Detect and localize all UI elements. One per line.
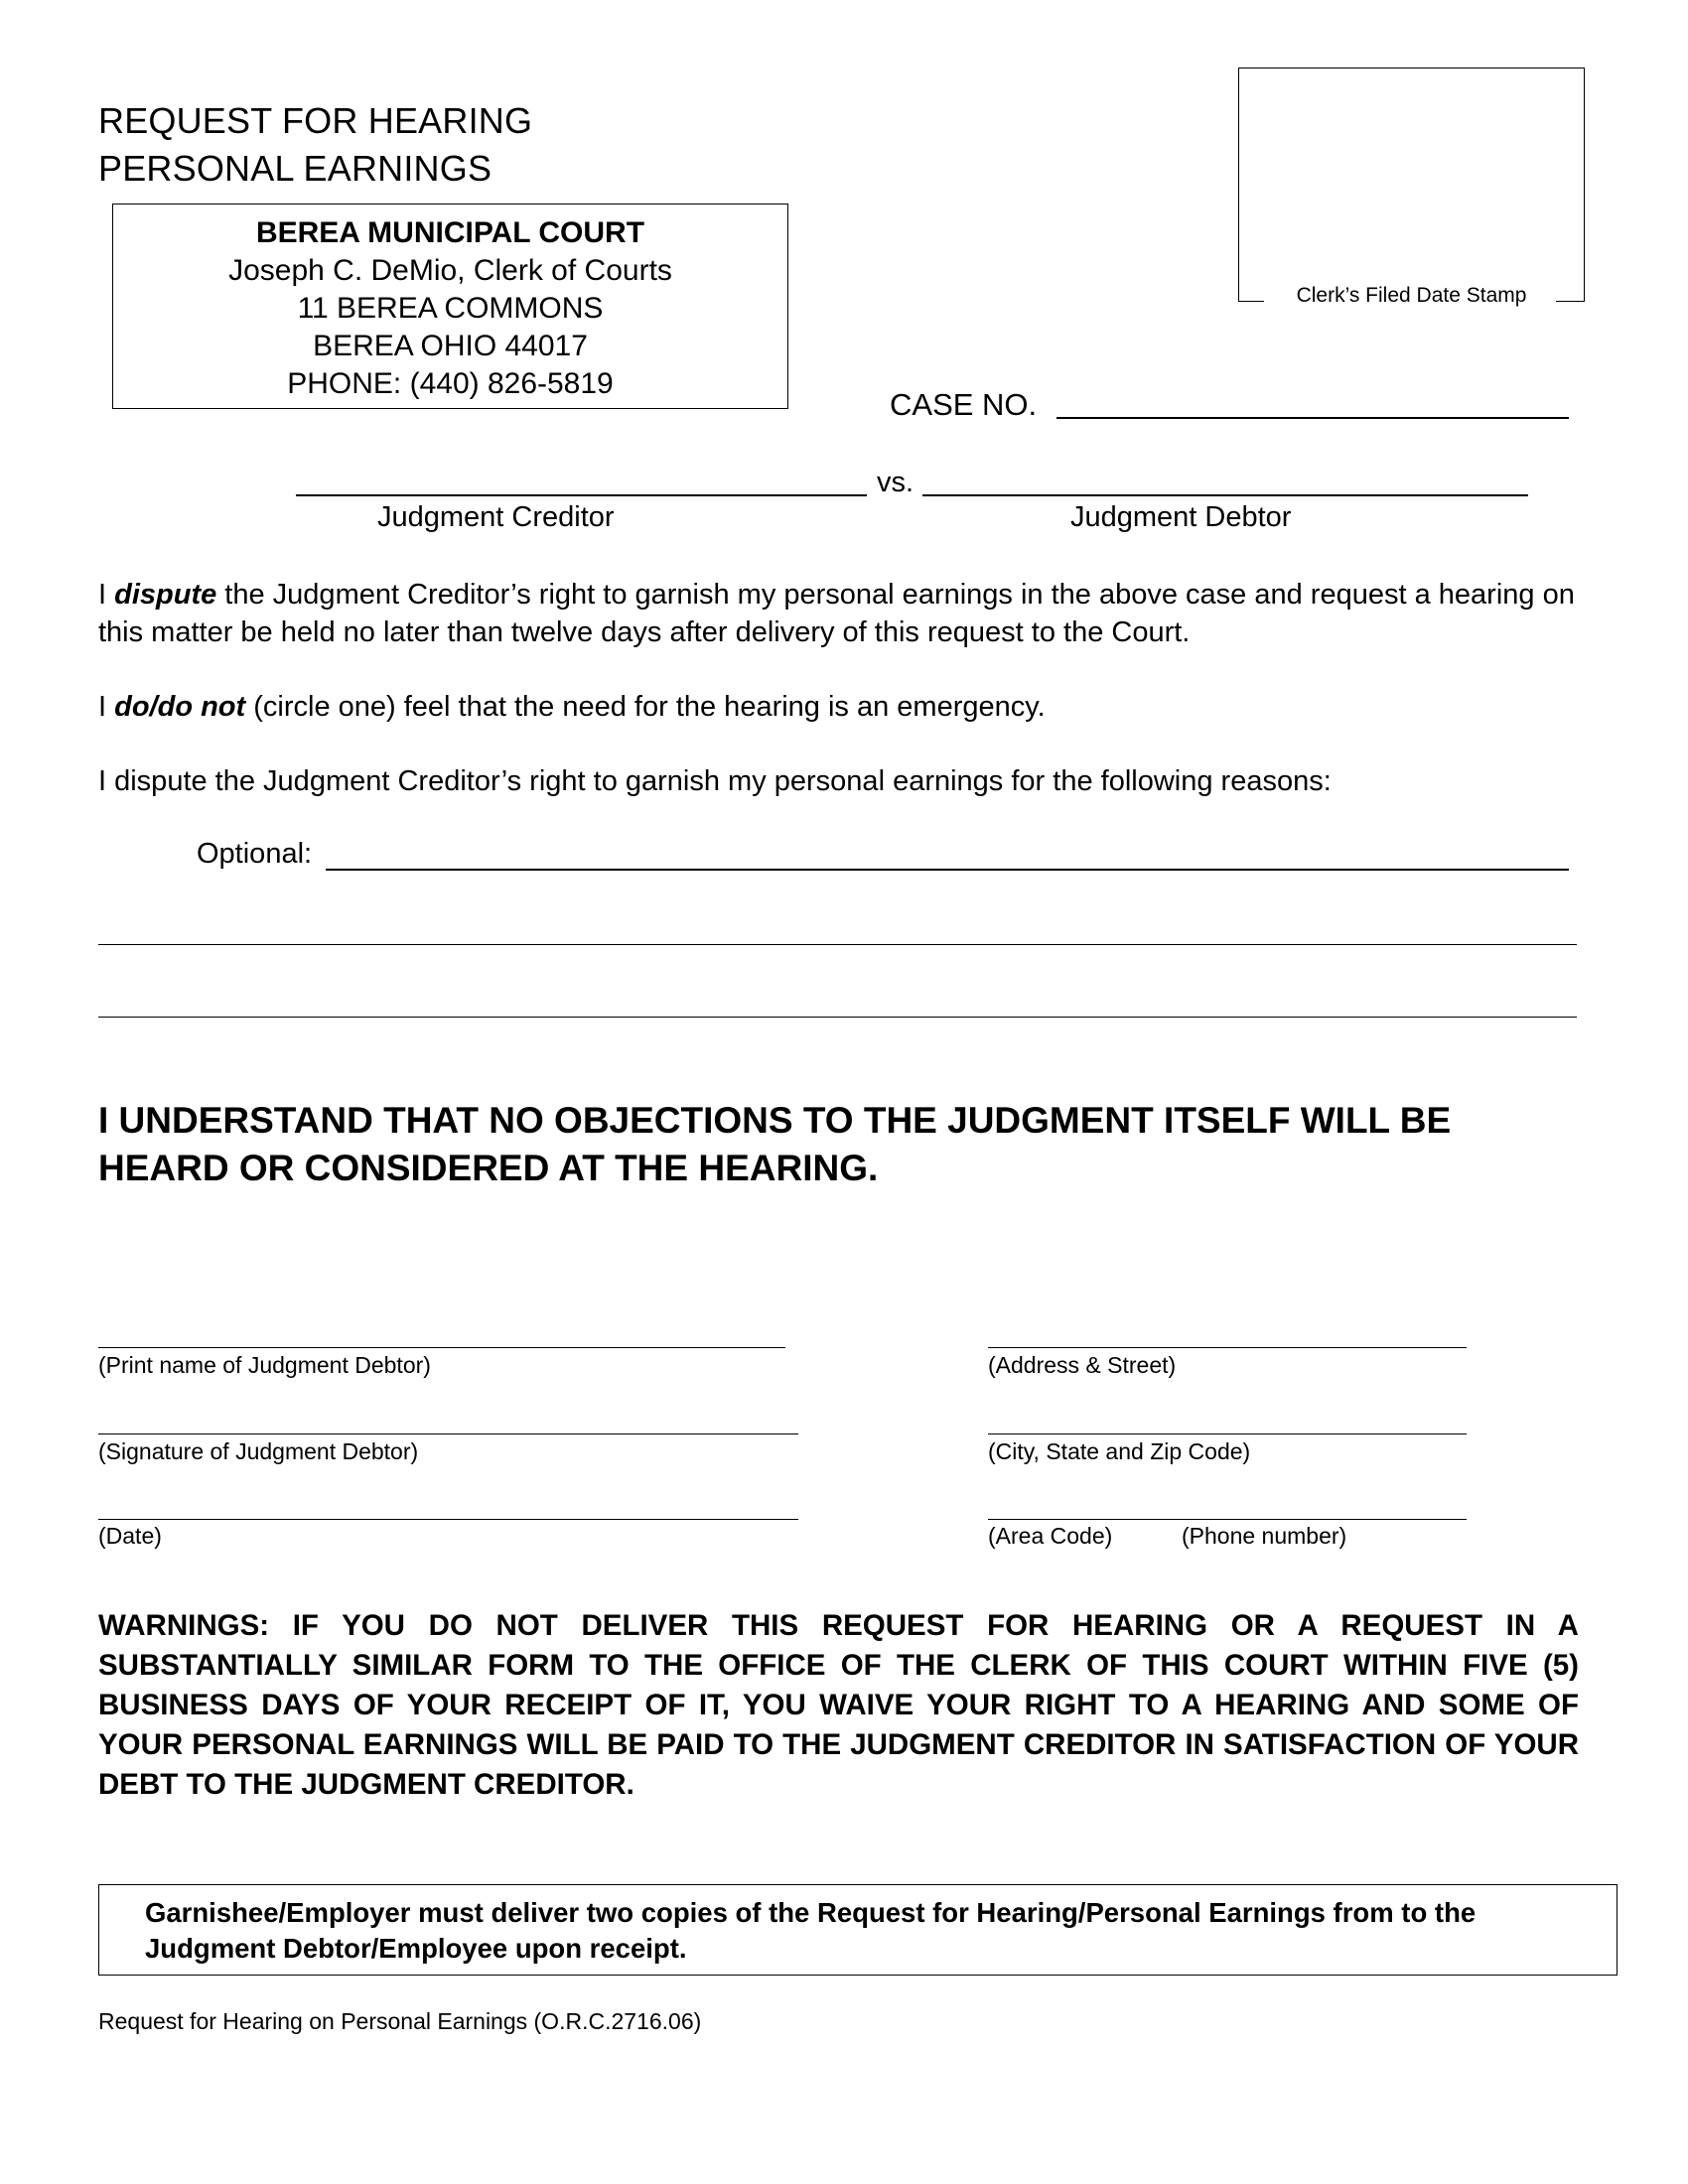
emergency-paragraph-rest: (circle one) feel that the need for the hearing is an emergency. (245, 691, 1046, 723)
emergency-paragraph (98, 688, 1588, 726)
title-line-1: REQUEST FOR HEARING (98, 100, 533, 141)
signature-field[interactable] (98, 1433, 798, 1434)
court-address-line-1: 11 BEREA COMMONS (297, 292, 604, 325)
do-do-not-choice[interactable]: do/do not (114, 691, 246, 723)
dispute-paragraph (98, 576, 1588, 651)
reason-line-2[interactable] (98, 944, 1577, 945)
clerk-stamp-label: Clerk’s Filed Date Stamp (1296, 284, 1527, 307)
optional-label: Optional: (197, 838, 313, 870)
city-state-zip-label: (City, State and Zip Code) (988, 1438, 1251, 1464)
case-number-label: CASE NO. (890, 387, 1038, 422)
optional-reason-field[interactable] (326, 869, 1569, 871)
garnishee-notice-box: Garnishee/Employer must deliver two copies of the Request for Hearing/Personal Earnings from to the Judgment Debtor/Employee upon receipt. (98, 1884, 1618, 1976)
print-name-label: (Print name of Judgment Debtor) (98, 1352, 431, 1378)
signature-label: (Signature of Judgment Debtor) (98, 1438, 419, 1464)
emergency-paragraph-start: I (98, 691, 115, 723)
area-code-label: (Area Code) (988, 1523, 1113, 1549)
understand-statement: I UNDERSTAND THAT NO OBJECTIONS TO THE JUDGMENT ITSELF WILL BE HEARD OR CONSIDERED AT THE HEARING. (98, 1100, 1452, 1188)
reasons-paragraph: I dispute the Judgment Creditor’s right to garnish my personal earnings for the following reasons: (98, 765, 1332, 797)
warnings-paragraph: WARNINGS: IF YOU DO NOT DELIVER THIS REQUEST FOR HEARING OR A REQUEST IN A SUBSTANTIALLY SIMILAR FORM TO THE OFFICE OF THE CLERK OF THIS COURT WITHIN FIVE (5) BUSINESS DAYS OF YOUR RECEIPT OF IT, YOU WAIVE YOUR RIGHT TO A HEARING AND SOME OF YOUR PERSONAL EARNINGS WILL BE PAID TO THE JUDGMENT CREDITOR IN SATISFACTION OF YOUR DEBT TO THE JUDGMENT CREDITOR. (98, 1609, 1579, 1801)
judgment-debtor-label: Judgment Debtor (1070, 501, 1292, 533)
phone-field[interactable] (988, 1519, 1467, 1520)
judgment-creditor-label: Judgment Creditor (377, 501, 615, 533)
case-number-field[interactable] (1056, 417, 1569, 419)
court-clerk: Joseph C. DeMio, Clerk of Courts (228, 254, 672, 287)
city-state-zip-field[interactable] (988, 1433, 1467, 1434)
versus-label: vs. (877, 467, 914, 498)
address-field[interactable] (988, 1347, 1467, 1348)
address-label: (Address & Street) (988, 1352, 1177, 1378)
reason-line-3[interactable] (98, 1017, 1577, 1018)
court-phone: PHONE: (440) 826-5819 (287, 367, 614, 400)
form-footer: Request for Hearing on Personal Earnings (O.R.C.2716.06) (98, 2008, 702, 2034)
clerk-stamp-box (1238, 68, 1585, 302)
judgment-debtor-field[interactable] (922, 494, 1528, 496)
date-label: (Date) (98, 1523, 162, 1549)
dispute-paragraph-start: I (98, 579, 115, 611)
court-address-line-2: BEREA OHIO 44017 (313, 330, 588, 362)
judgment-creditor-field[interactable] (296, 494, 867, 496)
title-line-2: PERSONAL EARNINGS (98, 148, 492, 189)
court-info-box (112, 204, 788, 409)
date-field[interactable] (98, 1519, 798, 1520)
phone-number-label: (Phone number) (1182, 1523, 1347, 1549)
dispute-emphasis: dispute (114, 579, 217, 611)
print-name-field[interactable] (98, 1347, 785, 1348)
dispute-paragraph-rest: the Judgment Creditor’s right to garnish my personal earnings in the above case and request a hearing on this matter be held no later than twelve days after delivery of this request to the Court. (98, 579, 1575, 648)
form-title (98, 97, 532, 193)
court-name: BEREA MUNICIPAL COURT (255, 216, 645, 249)
